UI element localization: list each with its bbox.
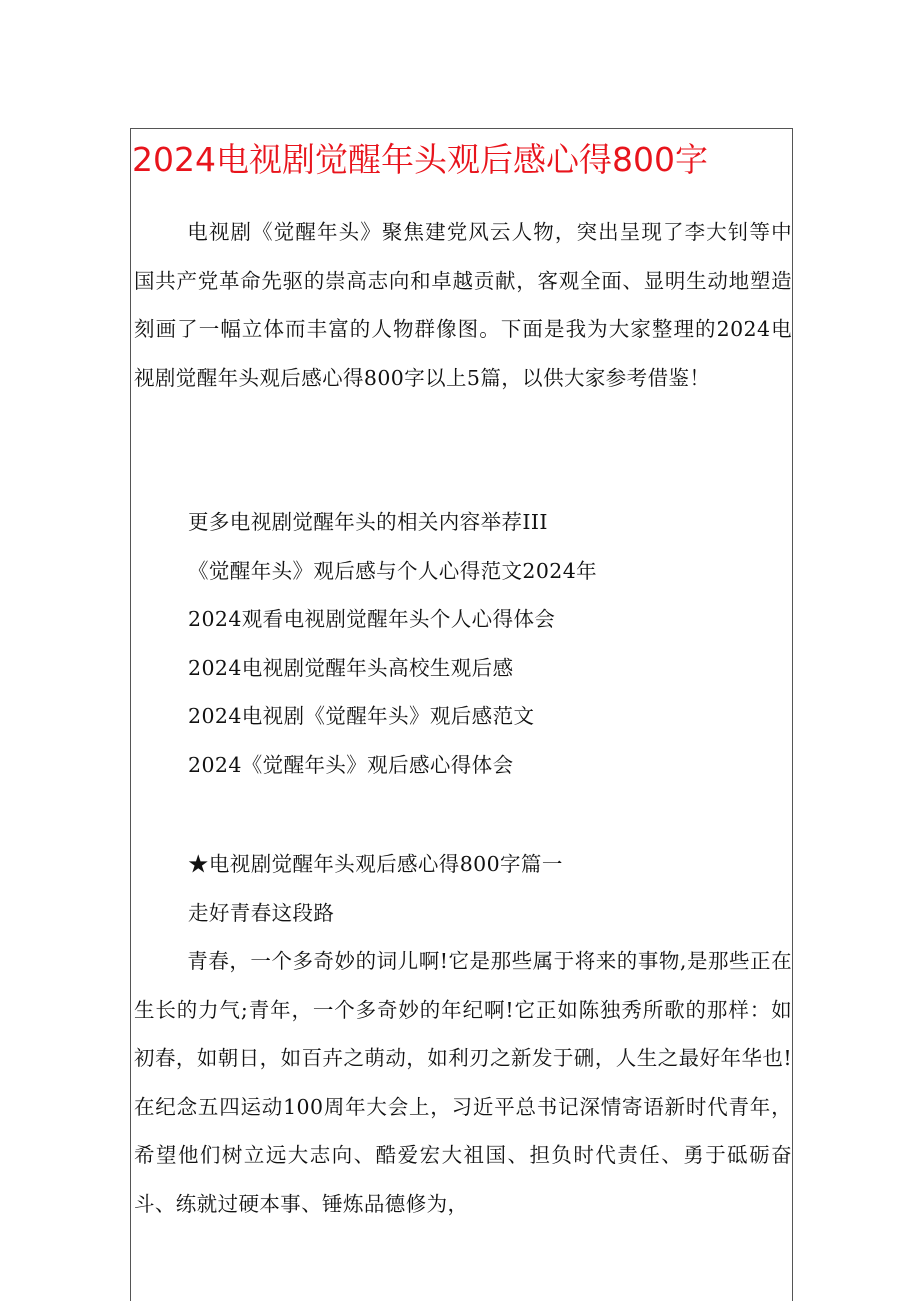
related-link-4[interactable]: 2024电视剧《觉醒年头》观后感范文 [188,704,535,728]
related-links-list [188,498,597,789]
section-body: 青春，一个多奇妙的词儿啊!它是那些属于将来的事物,是那些正在生长的力气;青年，一个多奇妙的年纪啊!它正如陈独秀所歌的那样：如初春，如朝日，如百卉之萌动，如利刃之新发于硎，人生之最好年华也!在纪念五四运动100周年大会上，习近平总书记深情寄语新时代青年，希望他们树立远大志向、酷爱宏大祖国、担负时代责任、勇于砥砺奋斗、练就过硬本事、锤炼品德修为， [134,949,792,1216]
related-link-3[interactable]: 2024电视剧觉醒年头高校生观后感 [188,655,514,680]
article-section-1 [134,840,792,1228]
related-link-5[interactable]: 2024《觉醒年头》观后感心得体会 [188,752,514,777]
related-link-2[interactable]: 2024观看电视剧觉醒年头个人心得体会 [188,607,556,631]
related-heading: 更多电视剧觉醒年头的相关内容举荐III [188,510,548,534]
section-heading: ★电视剧觉醒年头观后感心得800字篇一 [188,852,563,876]
related-link-1[interactable]: 《觉醒年头》观后感与个人心得范文2024年 [188,558,598,583]
section-subtitle: 走好青春这段路 [188,900,335,925]
document-title: 2024电视剧觉醒年头观后感心得800字 [132,140,708,179]
intro-paragraph: 电视剧《觉醒年头》聚焦建党风云人物，突出呈现了李大钊等中国共产党革命先驱的崇高志向和卓越贡献，客观全面、显明生动地塑造刻画了一幅立体而丰富的人物群像图。下面是我为大家整理的2024电视剧觉醒年头观后感心得800字以上5篇，以供大家参考借鉴！ [134,220,792,390]
intro-section [134,208,792,402]
